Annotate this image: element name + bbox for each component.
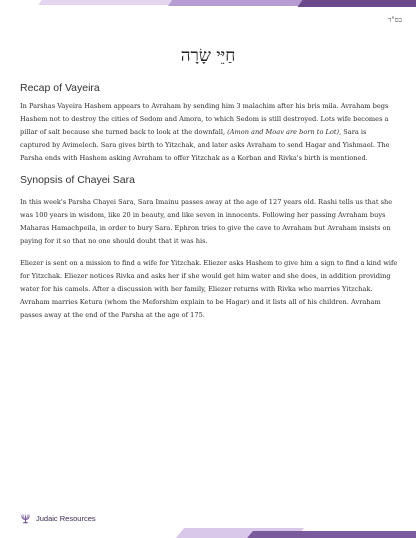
top-decorative-bar: [0, 0, 416, 7]
bsd-mark: בס"ד: [388, 16, 402, 24]
recap-paragraph: [20, 100, 398, 165]
section-heading-recap: Recap of Vayeira: [20, 82, 100, 94]
recap-text-italic: (Amon and Moav are born to Lot): [227, 128, 340, 136]
recap-text-1: In Parshas Vayeira Hashem appears to Avraham by sending him 3 malachim after his bris mila. Avraham begs Hashem not to destroy the cities of Sedom and Amora, to which Sedom is still destroyed. Lots wife becomes a pillar of salt because she turned back to look at the downfall,: [20, 102, 389, 136]
bottom-decorative-bar: [0, 522, 416, 538]
bottom-bar-segment-dark: [247, 531, 416, 538]
synopsis-text-1: In this week's Parsha Chayei Sara, Sara Imainu passes away at the age of 127 years old. Rashi tells us that she was 100 years in wisdom, like 20 in beauty, and like seven in innocents. Following her passing Avraham buys Maharas Hamachpeila, in order to bury Sara. Ephron tries to give the cave to Avraham but Avraham insists on paying for it so that no one should doubt that it was his.: [20, 198, 393, 245]
brand-name: Judaic Resources: [36, 514, 96, 523]
synopsis-paragraph-2: [20, 257, 398, 322]
synopsis-paragraph-1: [20, 196, 398, 248]
top-bar-segment-dark: [298, 0, 416, 7]
document-content: [20, 82, 398, 331]
section-heading-synopsis: Synopsis of Chayei Sara: [20, 174, 135, 186]
top-bar-segment-light: [38, 0, 182, 5]
page-title: חַיֵּי שָׂרָה: [180, 46, 236, 66]
synopsis-text-2: Eliezer is sent on a mission to find a wife for Yitzchak. Eliezer asks Hashem to give him a sign to find a kind wife for Yitzchak. Eliezer notices Rivka and asks her if she would get him water and she does, in addition providing water for his camels. After a discussion with her family, Eliezer returns with Rivka who marries Yitzchak. Avraham marries Ketura (whom the Meforshim explain to be Hagar) and it lists all of his children. Avraham passes away at the end of the Parsha at the age of 175.: [20, 259, 398, 319]
recap-text-2: , Sara is captured by Avimelech. Sara gives birth to Yitzchak, and later asks Avraham to send Hagar and Yishmael. The Parsha ends with Hashem asking Avraham to offer Yitzchak as a Korban and Rivka's birth is mentioned.: [20, 128, 390, 162]
